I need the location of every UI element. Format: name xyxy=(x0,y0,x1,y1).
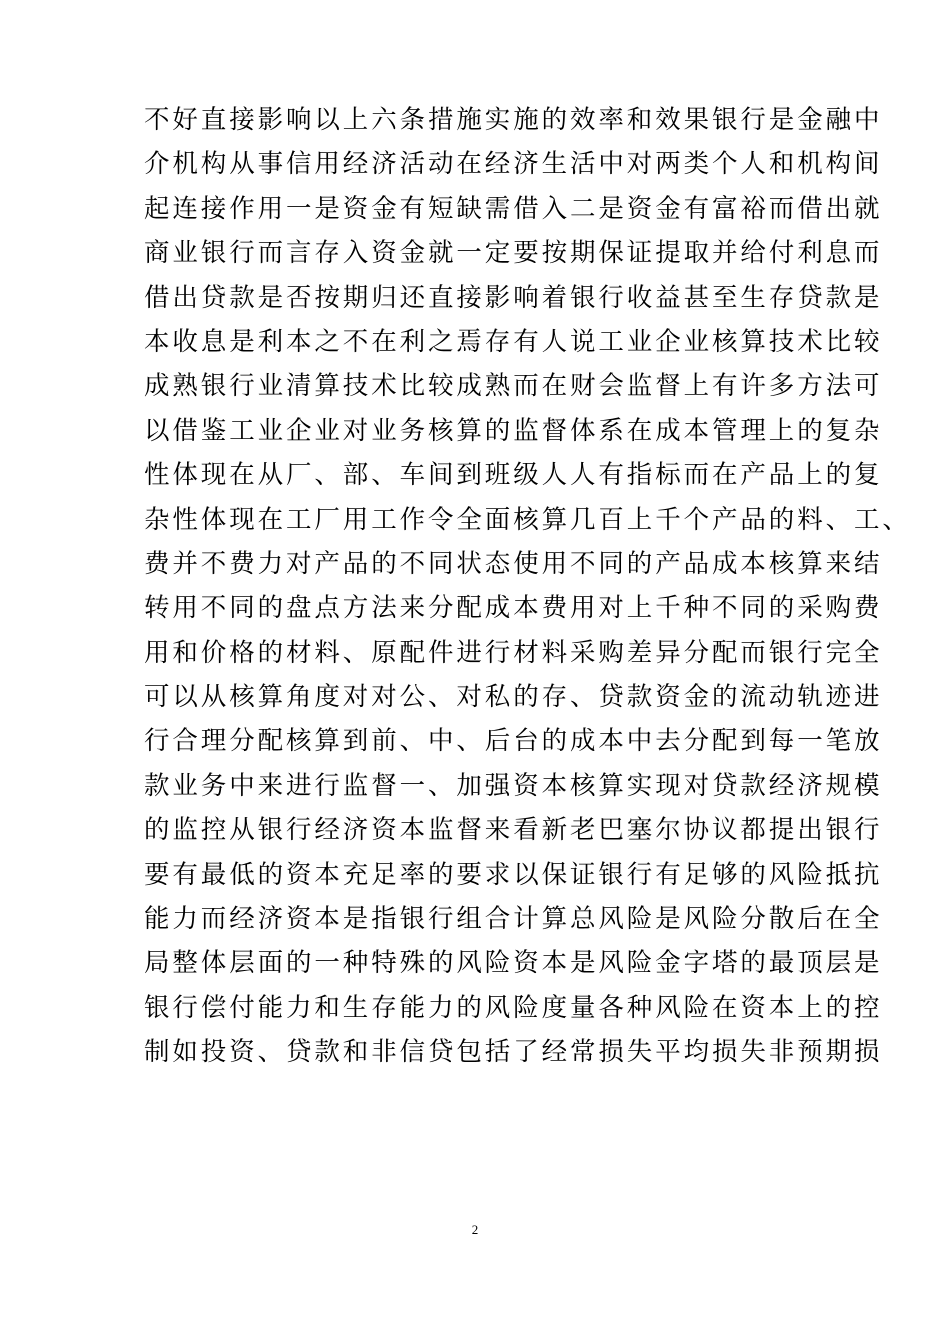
text-line: 可以从核算角度对对公、对私的存、贷款资金的流动轨迹进 xyxy=(144,682,883,713)
body-text xyxy=(144,98,911,1075)
page-number: 2 xyxy=(471,1222,479,1237)
text-line: 起连接作用一是资金有短缺需借入二是资金有富裕而借出就 xyxy=(144,193,883,224)
text-line: 的监控从银行经济资本监督来看新老巴塞尔协议都提出银行 xyxy=(144,815,883,846)
text-line: 转用不同的盘点方法来分配成本费用对上千种不同的采购费 xyxy=(144,593,883,624)
text-line: 借出贷款是否按期归还直接影响着银行收益甚至生存贷款是 xyxy=(144,282,883,313)
text-line: 本收息是利本之不在利之焉存有人说工业企业核算技术比较 xyxy=(144,326,883,357)
text-line: 制如投资、贷款和非信贷包括了经常损失平均损失非预期损 xyxy=(144,1037,883,1068)
text-line: 能力而经济资本是指银行组合计算总风险是风险分散后在全 xyxy=(144,904,883,935)
text-line: 商业银行而言存入资金就一定要按期保证提取并给付利息而 xyxy=(144,238,883,269)
text-line: 不好直接影响以上六条措施实施的效率和效果银行是金融中 xyxy=(144,105,883,135)
text-line: 介机构从事信用经济活动在经济生活中对两类个人和机构间 xyxy=(144,149,883,180)
text-line: 银行偿付能力和生存能力的风险度量各种风险在资本上的控 xyxy=(144,992,883,1023)
text-line: 局整体层面的一种特殊的风险资本是风险金字塔的最顶层是 xyxy=(144,948,883,979)
text-line: 费并不费力对产品的不同状态使用不同的产品成本核算来结 xyxy=(144,548,883,579)
text-line: 用和价格的材料、原配件进行材料采购差异分配而银行完全 xyxy=(144,637,883,668)
text-line: 杂性体现在工厂用工作令全面核算几百上千个产品的料、工、 xyxy=(144,504,911,535)
text-line: 行合理分配核算到前、中、后台的成本中去分配到每一笔放 xyxy=(144,726,883,757)
text-line: 成熟银行业清算技术比较成熟而在财会监督上有许多方法可 xyxy=(144,371,883,402)
text-line: 性体现在从厂、部、车间到班级人人有指标而在产品上的复 xyxy=(144,460,883,491)
text-line: 要有最低的资本充足率的要求以保证银行有足够的风险抵抗 xyxy=(144,859,883,890)
text-line: 款业务中来进行监督一、加强资本核算实现对贷款经济规模 xyxy=(144,770,883,801)
text-line: 以借鉴工业企业对业务核算的监督体系在成本管理上的复杂 xyxy=(144,415,883,446)
